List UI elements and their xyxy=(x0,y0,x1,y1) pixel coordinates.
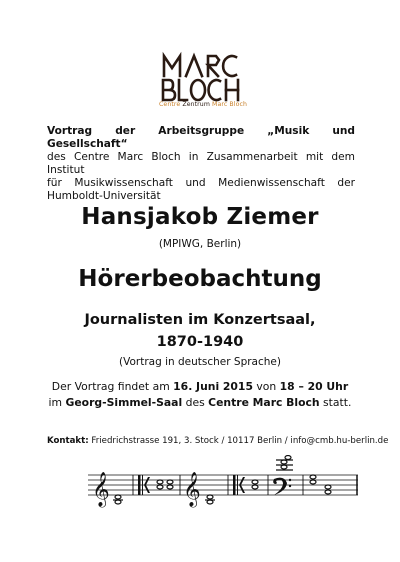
logo-caption-marcbloch: Marc Bloch xyxy=(209,101,247,108)
marc-bloch-logo xyxy=(158,48,248,108)
logo-icon xyxy=(158,48,248,106)
speaker-name: Hansjakob Ziemer xyxy=(81,204,319,230)
details-text: im xyxy=(48,396,66,409)
event-date-time xyxy=(0,380,400,393)
institution-name: Centre Marc Bloch xyxy=(208,396,320,409)
talk-subtitle: Journalisten im Konzertsaal, xyxy=(84,312,316,328)
intro-line-2: des Centre Marc Bloch in Zusammenarbeit mit dem Institut xyxy=(47,151,355,176)
event-time: 18 – 20 Uhr xyxy=(279,380,349,393)
talk-title: Hörerbeobachtung xyxy=(78,266,322,292)
event-venue xyxy=(0,396,400,409)
music-staff-icon xyxy=(88,455,358,515)
details-text: statt. xyxy=(319,396,352,409)
talk-language: (Vortrag in deutscher Sprache) xyxy=(119,356,281,368)
logo-caption xyxy=(159,101,247,108)
logo-caption-zentrum: Zentrum xyxy=(182,101,210,108)
details-text: Der Vortrag findet am xyxy=(51,380,174,393)
talk-years: 1870-1940 xyxy=(156,334,244,350)
intro-line-1: Vortrag der Arbeitsgruppe „Musik und Gesellschaft“ xyxy=(47,125,355,150)
venue-name: Georg-Simmel-Saal xyxy=(65,396,183,409)
svg-text:𝄞: 𝄞 xyxy=(92,472,110,507)
contact-label: Kontakt: xyxy=(47,436,89,446)
logo-caption-centre: Centre xyxy=(159,101,183,108)
contact-text[interactable]: Friedrichstrasse 191, 3. Stock / 10117 Berlin / info@cmb.hu-berlin.de xyxy=(88,436,389,446)
speaker-affiliation: (MPIWG, Berlin) xyxy=(158,238,242,250)
intro-line-4: Humboldt-Universität xyxy=(47,190,161,202)
svg-text:𝄞: 𝄞 xyxy=(183,472,201,507)
intro-line-3: für Musikwissenschaft und Medienwissenschaft der xyxy=(47,177,355,189)
details-text: des xyxy=(182,396,209,409)
event-date: 16. Juni 2015 xyxy=(173,380,253,393)
contact-line xyxy=(47,436,388,446)
details-text: von xyxy=(252,380,280,393)
intro-paragraph xyxy=(47,125,355,203)
